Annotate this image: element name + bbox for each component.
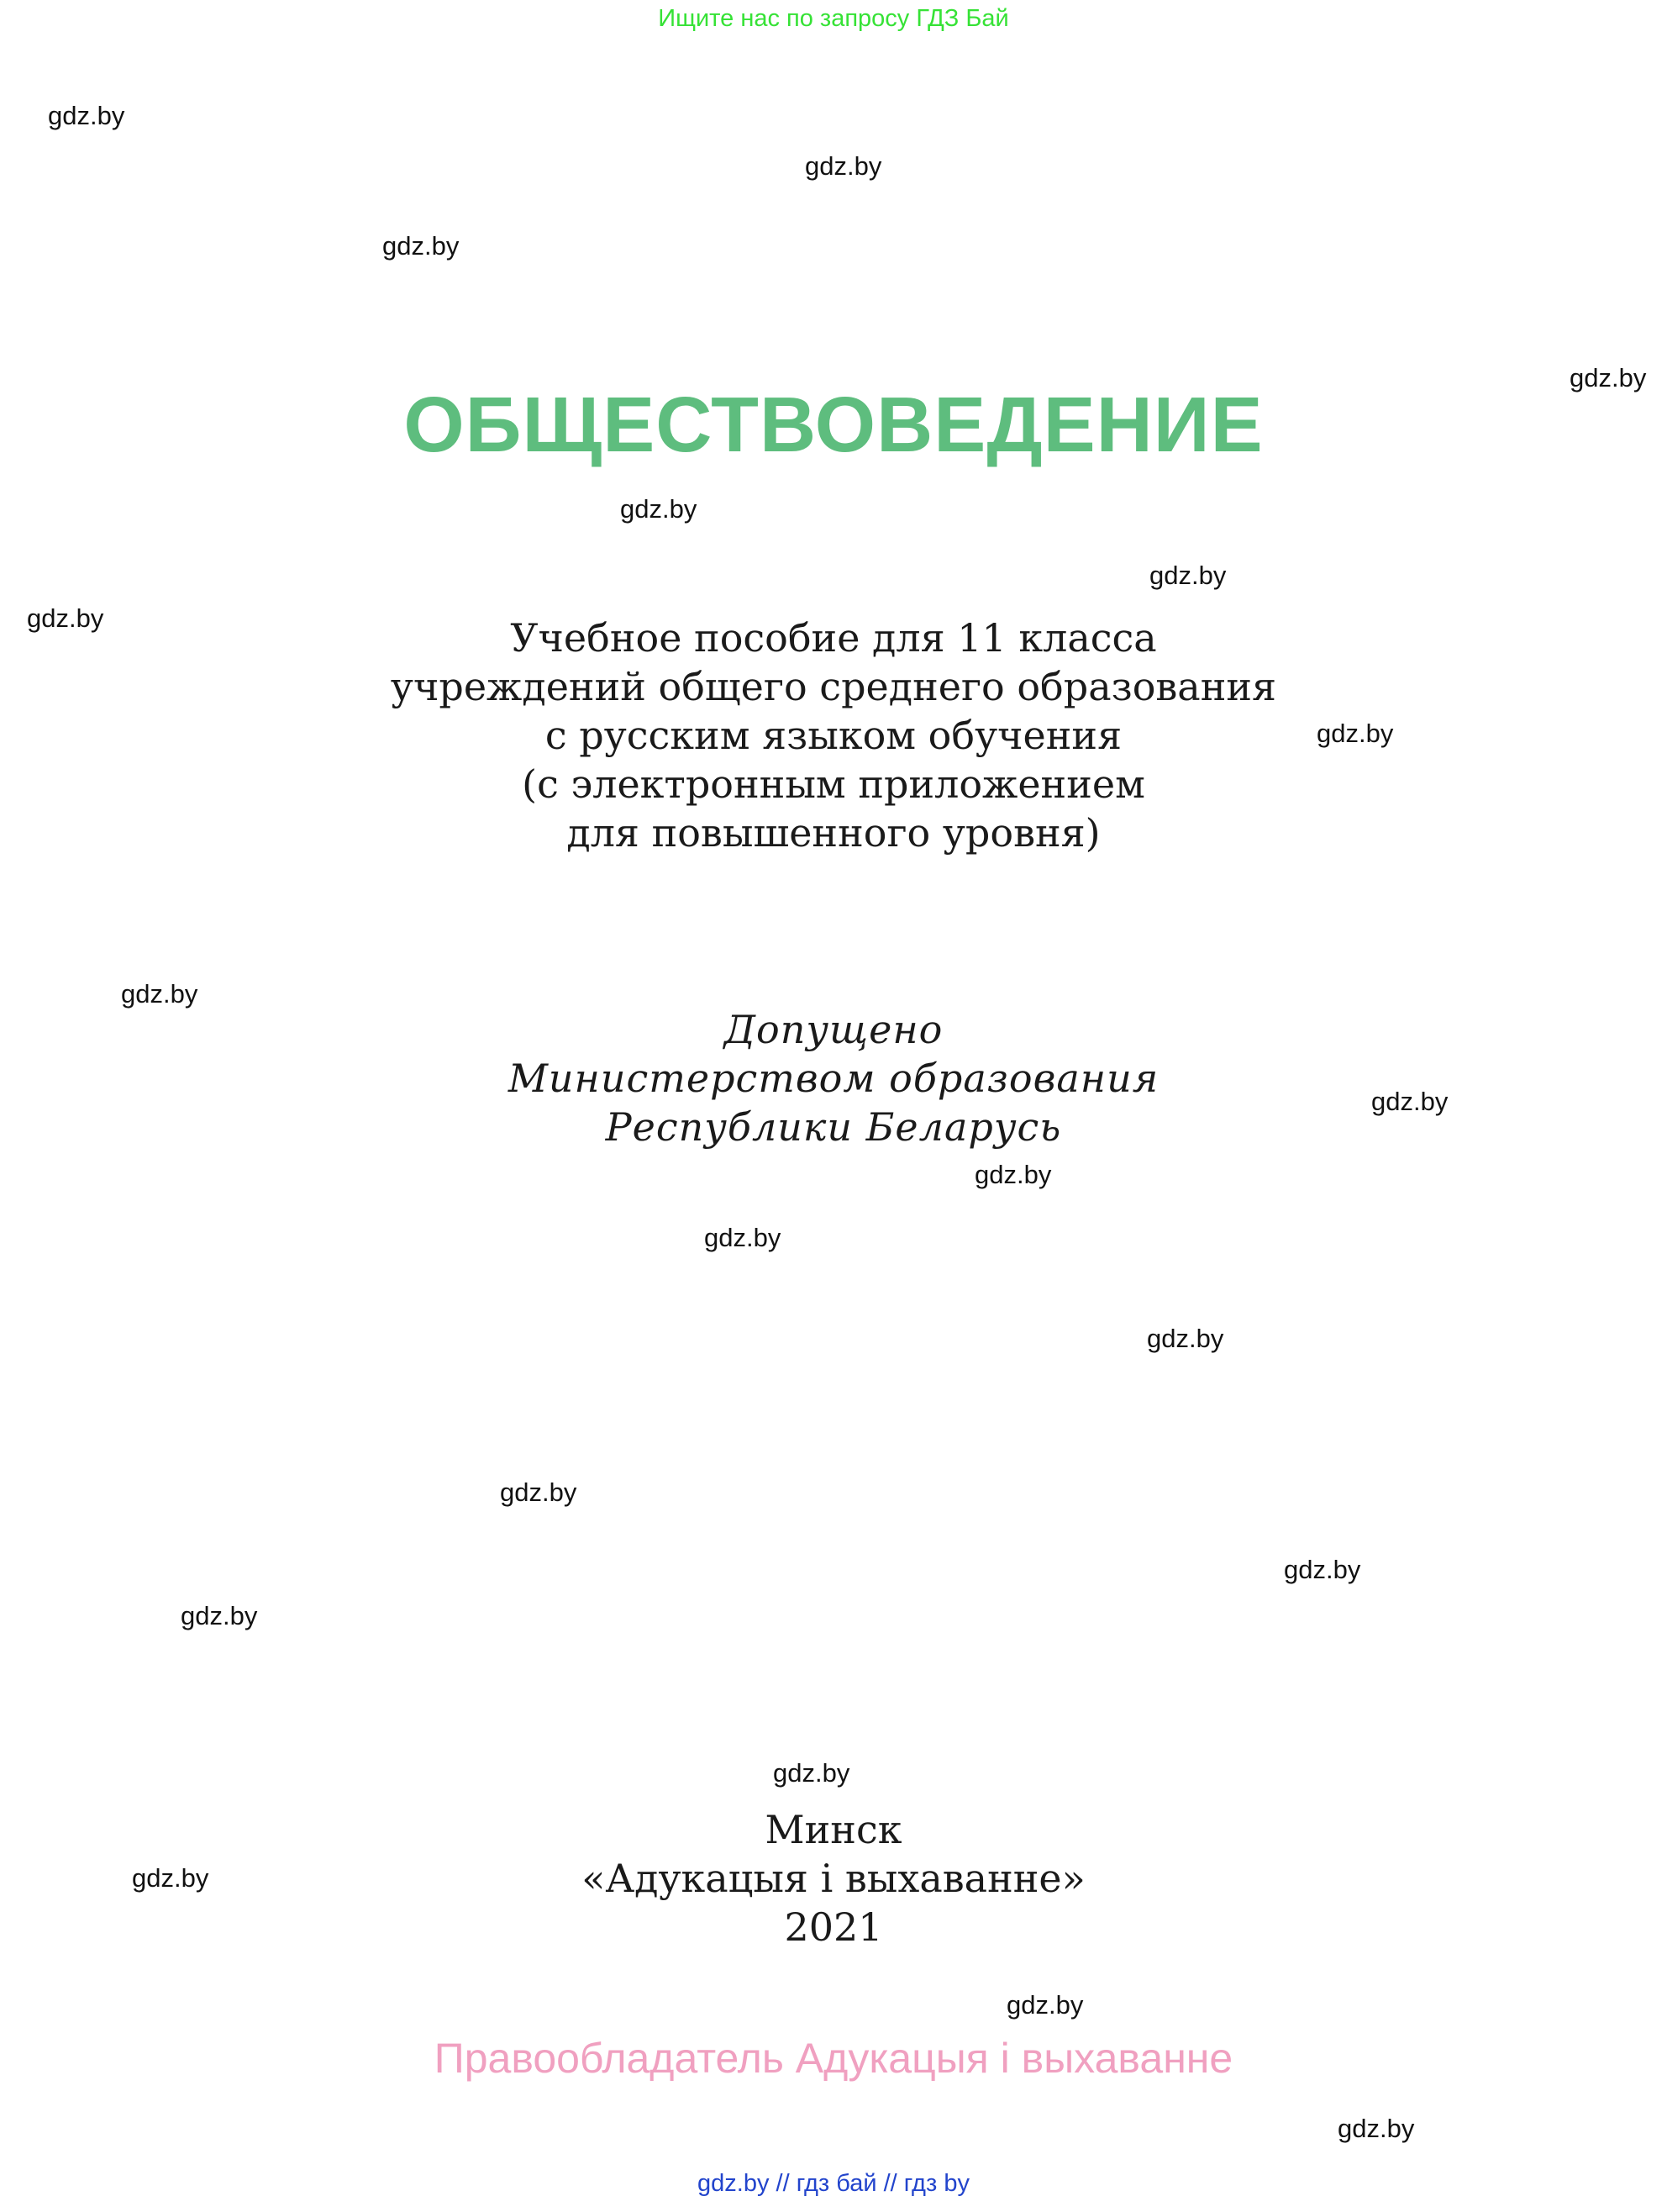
watermark: gdz.by [27, 603, 104, 633]
imprint-publisher: «Адукацыя і выхаванне» [581, 1856, 1086, 1901]
watermark: gdz.by [1371, 1087, 1449, 1116]
watermark: gdz.by [1149, 561, 1227, 590]
approval-line: Допущено [723, 1007, 944, 1052]
approval-line: Республики Беларусь [605, 1104, 1062, 1150]
watermark: gdz.by [121, 979, 198, 1009]
subtitle-line: с русским языком обучения [544, 713, 1123, 758]
watermark: gdz.by [1317, 719, 1394, 748]
watermark: gdz.by [620, 494, 697, 524]
watermark: gdz.by [500, 1477, 577, 1507]
watermark: gdz.by [805, 151, 882, 181]
footer-links: gdz.by // гдз бай // гдз by [697, 2170, 970, 2197]
watermark: gdz.by [773, 1758, 850, 1788]
publisher-imprint [0, 1805, 1667, 1951]
watermark: gdz.by [1147, 1324, 1224, 1353]
watermark: gdz.by [1284, 1555, 1361, 1584]
approval-line: Министерством образования [507, 1056, 1160, 1101]
book-title: ОБЩЕСТВОВЕДЕНИЕ [403, 381, 1264, 468]
watermark: gdz.by [975, 1160, 1052, 1189]
subtitle-line: (с электронным приложением [522, 761, 1145, 807]
watermark: gdz.by [48, 101, 125, 130]
watermark: gdz.by [1007, 1990, 1084, 2020]
imprint-city: Минск [765, 1807, 902, 1852]
watermark: gdz.by [181, 1601, 258, 1630]
watermark: gdz.by [132, 1863, 209, 1893]
watermark: gdz.by [704, 1223, 781, 1252]
watermark: gdz.by [1338, 2114, 1415, 2143]
subtitle-line: Учебное пособие для 11 класса [510, 615, 1157, 661]
subtitle-line: для повышенного уровня) [566, 810, 1101, 856]
ministry-approval [0, 1005, 1667, 1151]
subtitle-line: учреждений общего среднего образования [390, 664, 1277, 709]
top-search-note: Ищите нас по запросу ГДЗ Бай [658, 5, 1009, 32]
imprint-year: 2021 [784, 1904, 883, 1950]
copyright-notice: Правообладатель Адукацыя і выхаванне [434, 2035, 1233, 2082]
watermark: gdz.by [382, 231, 460, 261]
book-subtitle [0, 614, 1667, 857]
watermark: gdz.by [1570, 363, 1647, 392]
